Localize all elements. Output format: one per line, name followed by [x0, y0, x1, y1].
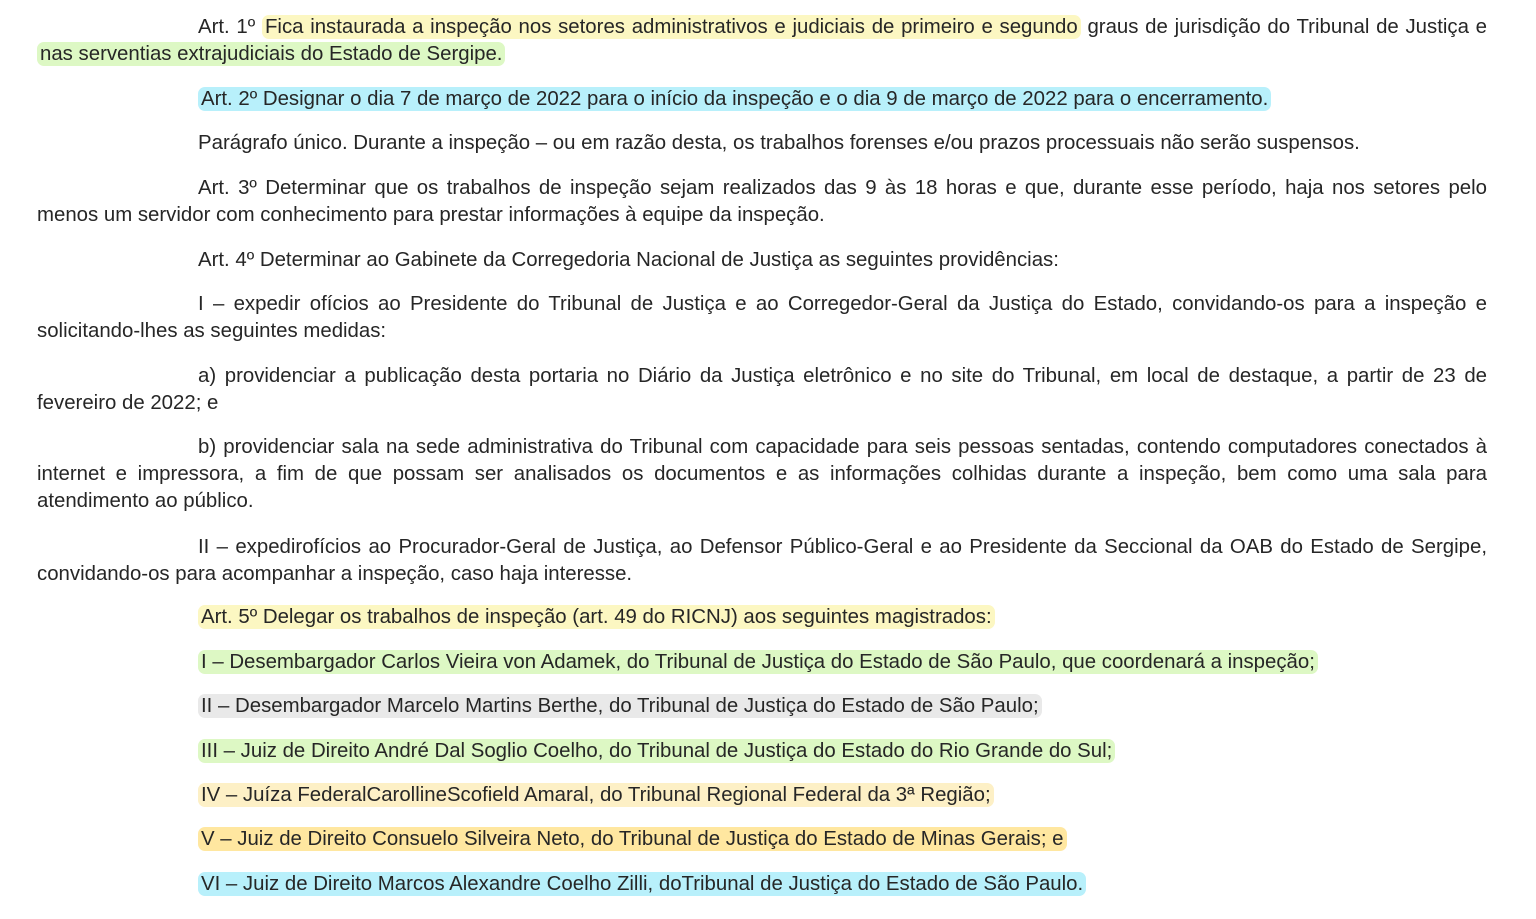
art-5-item-ii-text: II – Desembargador Marcelo Martins Berthe, do Tribunal de Justiça do Estado de São Paulo;	[198, 694, 1042, 718]
art-5-item-i-text: I – Desembargador Carlos Vieira von Adamek, do Tribunal de Justiça do Estado de São Paulo, que coordenará a inspeção;	[198, 650, 1318, 674]
art-2	[37, 86, 1487, 113]
art-5-item-iv	[37, 782, 1487, 809]
art-5-item-i	[37, 649, 1487, 676]
art-4-text: Art. 4º Determinar ao Gabinete da Corregedoria Nacional de Justiça as seguintes providências:	[198, 249, 1059, 271]
art-5-item-vi-text: VI – Juiz de Direito Marcos Alexandre Coelho Zilli, doTribunal de Justiça do Estado de São Paulo.	[198, 872, 1086, 896]
art-1-middle: graus de jurisdição do Tribunal de Justiça e	[1080, 16, 1487, 38]
art-4-item-ii-text: II – expedirofícios ao Procurador-Geral de Justiça, ao Defensor Público-Geral e ao Presidente da Seccional da OAB do Estado de Sergipe, convidando-os para acompanhar a inspeção, caso haja interesse.	[37, 536, 1487, 585]
art-5-item-iii-text: III – Juiz de Direito André Dal Soglio Coelho, do Tribunal de Justiça do Estado do Rio Grande do Sul;	[198, 739, 1115, 763]
art-4	[37, 247, 1487, 274]
art-5-item-iv-text: IV – Juíza FederalCarollineScofield Amaral, do Tribunal Regional Federal da 3ª Região;	[198, 783, 994, 807]
art-2-paragrafo-unico	[37, 130, 1487, 157]
art-5-item-iii	[37, 738, 1487, 765]
art-4-item-ii	[37, 534, 1487, 588]
art-1	[37, 14, 1487, 68]
art-2-text: Art. 2º Designar o dia 7 de março de 2022 para o início da inspeção e o dia 9 de março de 2022 para o encerramento.	[198, 87, 1271, 111]
art-4-item-i	[37, 291, 1487, 345]
art-5-text: Art. 5º Delegar os trabalhos de inspeção (art. 49 do RICNJ) aos seguintes magistrados:	[198, 605, 995, 629]
art-5	[37, 604, 1487, 631]
art-3	[37, 175, 1487, 229]
art-1-prefix: Art. 1º	[198, 16, 262, 38]
art-4-item-b-text: b) providenciar sala na sede administrativa do Tribunal com capacidade para seis pessoas sentadas, contendo computadores conectados à internet e impressora, a fim de que possam ser analisados os documentos e as informações colhidas durante a inspeção, bem como uma sala para atendimento ao público.	[37, 436, 1487, 512]
art-2-paragrafo-text: Parágrafo único. Durante a inspeção – ou em razão desta, os trabalhos forenses e/ou prazos processuais não serão suspensos.	[198, 132, 1360, 154]
art-5-item-v	[37, 826, 1487, 853]
art-5-item-v-text: V – Juiz de Direito Consuelo Silveira Neto, do Tribunal de Justiça do Estado de Minas Gerais; e	[198, 827, 1067, 851]
art-4-item-a	[37, 363, 1487, 417]
art-1-highlight-2: nas serventias extrajudiciais do Estado de Sergipe.	[37, 42, 505, 66]
art-1-highlight-1: Fica instaurada a inspeção nos setores administrativos e judiciais de primeiro e segundo	[262, 15, 1081, 39]
art-4-item-b	[37, 434, 1487, 515]
art-5-item-vi	[37, 871, 1487, 898]
art-4-item-i-text: I – expedir ofícios ao Presidente do Tribunal de Justiça e ao Corregedor-Geral da Justiça do Estado, convidando-os para a inspeção e solicitando-lhes as seguintes medidas:	[37, 293, 1487, 342]
art-5-item-ii	[37, 693, 1487, 720]
art-3-text: Art. 3º Determinar que os trabalhos de inspeção sejam realizados das 9 às 18 horas e que, durante esse período, haja nos setores pelo menos um servidor com conhecimento para prestar informações à equipe da inspeção.	[37, 177, 1487, 226]
art-4-item-a-text: a) providenciar a publicação desta portaria no Diário da Justiça eletrônico e no site do Tribunal, em local de destaque, a partir de 23 de fevereiro de 2022; e	[37, 365, 1487, 414]
